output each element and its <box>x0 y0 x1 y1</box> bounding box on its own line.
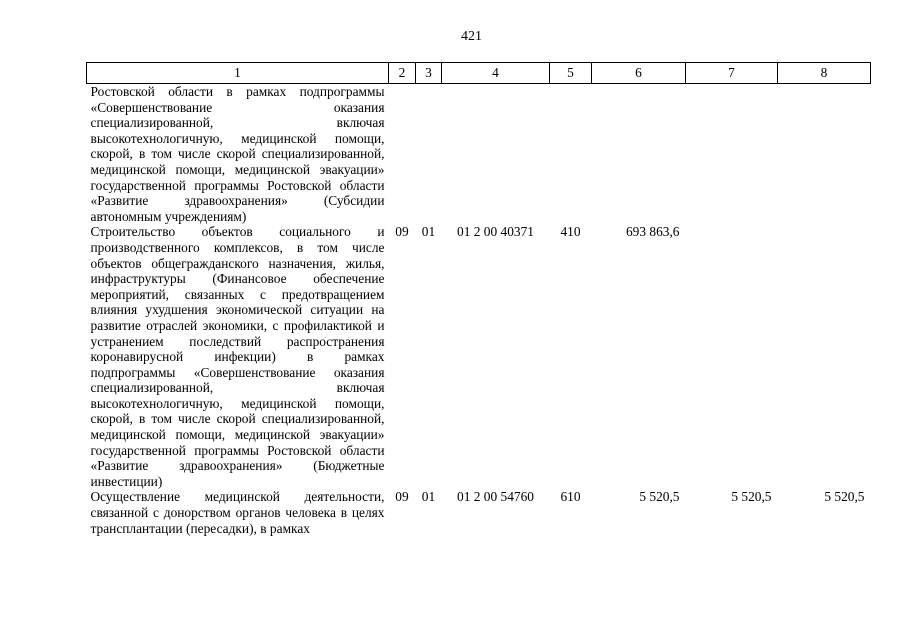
row-expense-type: 410 <box>560 224 581 240</box>
row-amount-1 <box>592 84 686 225</box>
row-amount-2 <box>686 224 778 489</box>
row-amount-2: 5 520,5 <box>731 489 772 505</box>
row-subsection <box>416 84 442 225</box>
row-amount-3: 5 520,5 <box>824 489 865 505</box>
row-target-article <box>442 84 550 225</box>
row-amount-3 <box>778 84 871 225</box>
row-expense-type <box>550 84 592 225</box>
row-subsection: 01 <box>421 224 436 240</box>
column-header-3: 3 <box>416 63 442 84</box>
table-row <box>87 489 871 536</box>
table-row <box>87 84 871 225</box>
row-subsection: 01 <box>421 489 436 505</box>
column-header-1: 1 <box>87 63 389 84</box>
row-target-article: 01 2 00 54760 <box>457 489 534 505</box>
row-amount-1: 693 863,6 <box>625 224 680 240</box>
column-header-7: 7 <box>686 63 778 84</box>
budget-table <box>86 62 871 536</box>
row-amount-1: 5 520,5 <box>639 489 680 505</box>
row-amount-2 <box>686 84 778 225</box>
row-description: Ростовской области в рамках подпрограммы «Совершенствование оказания специализированной, включая высокотехнологичную, медицинской помощи, скорой, в том числе скорой специализированной, медицинской помощи, медицинской эвакуации» государственной программы Ростовской области «Развитие здравоохранения» (Субсидии автономным учреждениям) <box>90 84 385 224</box>
column-header-4: 4 <box>442 63 550 84</box>
column-header-5: 5 <box>550 63 592 84</box>
row-target-article: 01 2 00 40371 <box>457 224 534 240</box>
table-row <box>87 224 871 489</box>
column-header-2: 2 <box>389 63 416 84</box>
row-description: Осуществление медицинской деятельности, связанной с донорством органов человека в целях трансплантации (пересадки), в рамках <box>90 489 385 536</box>
row-section <box>389 84 416 225</box>
row-description: Строительство объектов социального и производственного комплексов, в том числе объектов общегражданского назначения, жилья, инфраструктуры (Финансовое обеспечение мероприятий, связанных с предотвращением влияния ухудшения экономической ситуации на развитие отраслей экономики, с профилактикой и устранением последствий распространения коронавирусной инфекции) в рамках подпрограммы «Совершенствование оказания специализированной, включая высокотехнологичную, медицинской помощи, скорой, в том числе скорой специализированной, медицинской помощи, медицинской эвакуации» государственной программы Ростовской области «Развитие здравоохранения» (Бюджетные инвестиции) <box>90 224 385 489</box>
page-number: 421 <box>461 29 482 44</box>
column-header-8: 8 <box>778 63 871 84</box>
row-expense-type: 610 <box>560 489 581 505</box>
row-amount-3 <box>778 224 871 489</box>
header-row <box>87 63 871 84</box>
row-section: 09 <box>395 224 409 240</box>
column-header-6: 6 <box>592 63 686 84</box>
row-section: 09 <box>395 489 409 505</box>
